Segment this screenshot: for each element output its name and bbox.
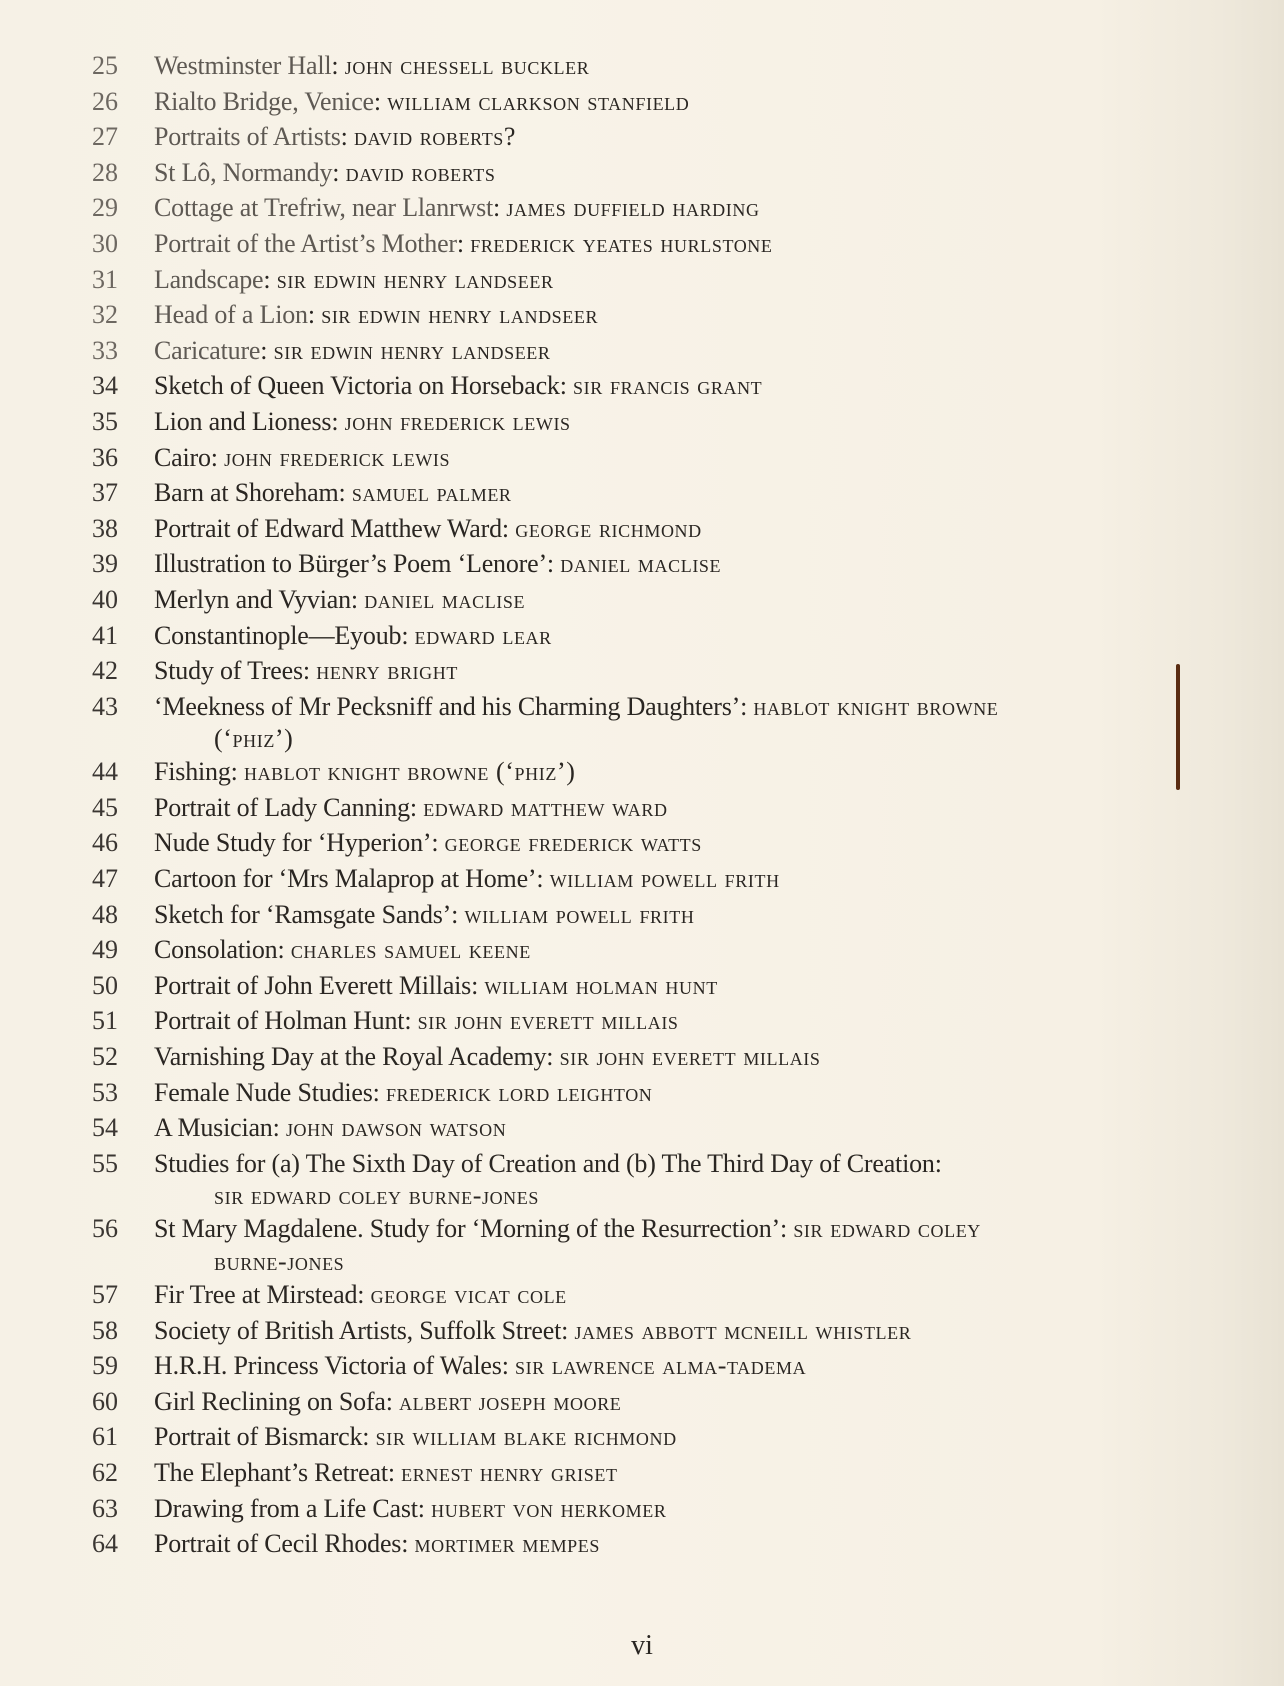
plate-title: Portrait of Edward Matthew Ward bbox=[154, 513, 502, 543]
plate-artist: sir francis grant bbox=[573, 371, 763, 401]
plate-title: Rialto Bridge, Venice bbox=[154, 86, 374, 116]
title-artist-separator: : bbox=[331, 51, 345, 80]
plate-caption bbox=[154, 1419, 1152, 1455]
plate-number: 51 bbox=[92, 1006, 118, 1036]
plate-title: Portrait of Holman Hunt bbox=[154, 1006, 405, 1036]
plate-artist: william powell frith bbox=[549, 864, 780, 894]
plate-title: St Mary Magdalene. Study for ‘Morning of the Resurrection’ bbox=[154, 1214, 780, 1244]
plate-artist-continuation: burne-jones bbox=[214, 1247, 345, 1276]
plate-caption bbox=[154, 48, 1152, 84]
title-artist-separator: : bbox=[401, 620, 415, 650]
plate-entry bbox=[92, 754, 1152, 790]
plate-artist: mortimer mempes bbox=[414, 1529, 600, 1559]
plate-title: Study of Trees bbox=[154, 656, 303, 686]
plate-title: Portrait of Bismarck bbox=[154, 1422, 363, 1452]
plate-number: 57 bbox=[92, 1280, 118, 1309]
plate-caption bbox=[154, 618, 1152, 654]
plate-caption bbox=[154, 546, 1152, 582]
plate-number: 34 bbox=[92, 371, 118, 401]
title-artist-separator: : bbox=[263, 264, 277, 294]
plate-number: 53 bbox=[92, 1077, 118, 1107]
plate-title: Caricature bbox=[154, 335, 261, 365]
plate-entry bbox=[92, 475, 1152, 511]
plate-number: 64 bbox=[92, 1529, 118, 1559]
title-artist-separator: : bbox=[230, 757, 244, 787]
plate-title: Portrait of Lady Canning bbox=[154, 792, 410, 822]
plate-entry bbox=[92, 119, 1152, 155]
plate-entry bbox=[92, 653, 1152, 689]
title-artist-separator: : bbox=[350, 584, 365, 614]
plate-number: 27 bbox=[92, 122, 118, 152]
plate-caption bbox=[154, 1277, 1152, 1313]
plate-number: 32 bbox=[92, 300, 118, 330]
plate-caption bbox=[154, 1039, 1152, 1075]
title-artist-separator: : bbox=[307, 300, 322, 330]
plate-entry bbox=[92, 297, 1152, 333]
plate-title: Nude Study for ‘Hyperion’ bbox=[154, 828, 432, 858]
title-artist-separator: : bbox=[331, 406, 345, 436]
plate-number: 44 bbox=[92, 757, 118, 787]
plate-title: Constantinople—Eyoub bbox=[154, 620, 402, 650]
plate-title: Cairo bbox=[154, 442, 211, 472]
title-artist-separator: : bbox=[277, 935, 291, 965]
plate-number: 46 bbox=[92, 828, 118, 858]
title-artist-separator: : bbox=[451, 899, 465, 929]
plate-artist: sir edward coley bbox=[793, 1214, 981, 1244]
plate-title: ‘Meekness of Mr Pecksniff and his Charming Daughters’ bbox=[154, 691, 741, 721]
plate-artist: hubert von herkomer bbox=[431, 1493, 667, 1523]
title-artist-separator: : bbox=[357, 1280, 371, 1309]
plate-number: 33 bbox=[92, 335, 118, 365]
plate-caption bbox=[154, 582, 1152, 618]
plate-entry bbox=[92, 1313, 1152, 1349]
plate-caption bbox=[154, 404, 1152, 440]
plate-artist: sir william blake richmond bbox=[375, 1422, 677, 1452]
title-artist-separator: : bbox=[779, 1214, 794, 1244]
plate-number: 39 bbox=[92, 549, 118, 579]
plate-artist: frederick yeates hurlstone bbox=[470, 228, 773, 258]
title-artist-separator: : bbox=[272, 1113, 286, 1143]
plate-caption bbox=[154, 861, 1152, 897]
plate-title: Cartoon for ‘Mrs Malaprop at Home’ bbox=[154, 864, 537, 894]
plate-entry bbox=[92, 1419, 1152, 1455]
plate-artist: hablot knight browne (‘phiz’) bbox=[243, 757, 576, 787]
plate-number: 40 bbox=[92, 584, 118, 614]
plate-title: Portraits of Artists bbox=[154, 122, 341, 152]
plate-number: 29 bbox=[92, 193, 118, 223]
plate-number: 36 bbox=[92, 442, 118, 472]
plate-number: 50 bbox=[92, 970, 118, 1000]
plate-artist: sir john everett millais bbox=[417, 1006, 679, 1036]
plate-artist: albert joseph moore bbox=[399, 1386, 622, 1416]
plate-caption bbox=[154, 1211, 1152, 1277]
plate-caption bbox=[154, 1003, 1152, 1039]
plate-title: Consolation bbox=[154, 935, 278, 965]
plate-entry bbox=[92, 1211, 1152, 1277]
plate-caption bbox=[154, 440, 1152, 476]
plate-entry bbox=[92, 1110, 1152, 1146]
title-artist-separator: : bbox=[934, 1148, 942, 1178]
plate-artist: henry bright bbox=[316, 656, 458, 686]
plate-title: The Elephant’s Retreat bbox=[154, 1457, 388, 1487]
plate-title: Fir Tree at Mirstead bbox=[154, 1280, 358, 1309]
plate-title: Society of British Artists, Suffolk Street bbox=[154, 1315, 562, 1345]
plate-title: Portrait of Cecil Rhodes bbox=[154, 1529, 402, 1559]
plate-caption bbox=[154, 1075, 1152, 1111]
plate-number: 37 bbox=[92, 478, 118, 508]
title-artist-separator: : bbox=[385, 1386, 400, 1416]
plate-artist: sir edwin henry landseer bbox=[321, 300, 599, 330]
plate-entry bbox=[92, 897, 1152, 933]
plate-artist-continuation: sir edward coley burne-jones bbox=[214, 1181, 539, 1211]
plate-artist: john dawson watson bbox=[285, 1113, 507, 1143]
plate-entry bbox=[92, 1277, 1152, 1313]
plate-number: 28 bbox=[92, 157, 118, 187]
plate-number: 47 bbox=[92, 864, 118, 894]
plate-caption bbox=[154, 155, 1152, 191]
plate-title: Female Nude Studies bbox=[154, 1077, 373, 1107]
title-artist-separator: : bbox=[417, 1493, 432, 1523]
plate-entry bbox=[92, 861, 1152, 897]
plate-artist: william powell frith bbox=[464, 899, 695, 929]
plate-artist: edward matthew ward bbox=[423, 792, 668, 822]
plate-number: 42 bbox=[92, 656, 118, 686]
plate-artist: frederick lord leighton bbox=[385, 1077, 653, 1107]
plate-caption bbox=[154, 226, 1152, 262]
plate-entry bbox=[92, 1039, 1152, 1075]
plate-title: H.R.H. Princess Victoria of Wales bbox=[154, 1351, 502, 1381]
plate-caption bbox=[154, 84, 1152, 120]
plate-artist: ernest henry griset bbox=[401, 1457, 618, 1487]
page-number: vi bbox=[631, 1630, 653, 1661]
plate-caption bbox=[154, 968, 1152, 1004]
plate-title: Sketch of Queen Victoria on Horseback bbox=[154, 371, 560, 401]
plate-number: 63 bbox=[92, 1493, 118, 1523]
plate-entry bbox=[92, 1491, 1152, 1527]
plate-artist: george richmond bbox=[515, 513, 702, 543]
title-artist-separator: : bbox=[471, 970, 485, 1000]
plate-entry bbox=[92, 1526, 1152, 1562]
title-artist-separator: : bbox=[302, 656, 317, 686]
plate-caption bbox=[154, 297, 1152, 333]
plate-number: 56 bbox=[92, 1214, 118, 1244]
plate-artist: george frederick watts bbox=[444, 828, 702, 858]
title-artist-separator: : bbox=[740, 691, 754, 721]
plate-number: 25 bbox=[92, 51, 118, 80]
plate-title: St Lô, Normandy bbox=[154, 157, 333, 187]
plate-number: 49 bbox=[92, 935, 118, 965]
plate-entry bbox=[92, 262, 1152, 298]
title-artist-separator: : bbox=[401, 1529, 415, 1559]
plate-entry bbox=[92, 155, 1152, 191]
plate-entry bbox=[92, 333, 1152, 369]
plate-title: Merlyn and Vyvian bbox=[154, 584, 351, 614]
plate-caption bbox=[154, 1348, 1152, 1384]
plate-caption bbox=[154, 1384, 1152, 1420]
plate-artist: sir john everett millais bbox=[559, 1042, 821, 1072]
plate-title: A Musician bbox=[154, 1113, 273, 1143]
plate-caption bbox=[154, 825, 1152, 861]
title-artist-separator: : bbox=[404, 1006, 418, 1036]
plate-number: 52 bbox=[92, 1042, 118, 1072]
plate-entry bbox=[92, 790, 1152, 826]
plate-number: 35 bbox=[92, 406, 118, 436]
plate-title: Varnishing Day at the Royal Academy bbox=[154, 1042, 547, 1072]
plate-artist: james duffield harding bbox=[506, 193, 760, 223]
title-artist-separator: : bbox=[431, 828, 445, 858]
plate-number: 30 bbox=[92, 228, 118, 258]
title-artist-separator: : bbox=[362, 1422, 376, 1452]
plate-caption bbox=[154, 653, 1152, 689]
title-artist-separator: : bbox=[210, 442, 225, 472]
plate-caption bbox=[154, 368, 1152, 404]
title-artist-separator: : bbox=[387, 1457, 402, 1487]
plate-number: 41 bbox=[92, 620, 118, 650]
plate-entry bbox=[92, 546, 1152, 582]
plate-title: Barn at Shoreham bbox=[154, 478, 339, 508]
plate-entry bbox=[92, 1384, 1152, 1420]
plate-caption bbox=[154, 1146, 1152, 1212]
plate-artist: john frederick lewis bbox=[344, 406, 571, 436]
plate-caption bbox=[154, 333, 1152, 369]
plate-title: Cottage at Trefriw, near Llanrwst bbox=[154, 193, 494, 223]
plate-title: Sketch for ‘Ramsgate Sands’ bbox=[154, 899, 452, 929]
plate-title: Lion and Lioness bbox=[154, 406, 332, 436]
plate-entry bbox=[92, 1348, 1152, 1384]
title-artist-separator: : bbox=[493, 193, 507, 223]
plate-caption bbox=[154, 790, 1152, 826]
plate-caption bbox=[154, 1313, 1152, 1349]
plate-artist: john chessell buckler bbox=[344, 51, 590, 80]
plate-entry bbox=[92, 968, 1152, 1004]
plate-artist: william clarkson stanfield bbox=[387, 86, 690, 116]
title-artist-separator: : bbox=[561, 1315, 575, 1345]
plate-artist: samuel palmer bbox=[351, 478, 512, 508]
title-artist-separator: : bbox=[501, 513, 516, 543]
title-artist-separator: : bbox=[536, 864, 550, 894]
plate-caption bbox=[154, 262, 1152, 298]
plate-number: 38 bbox=[92, 513, 118, 543]
plate-artist: david roberts bbox=[345, 157, 496, 187]
title-artist-separator: : bbox=[338, 478, 352, 508]
plate-number: 26 bbox=[92, 86, 118, 116]
plate-title: Studies for (a) The Sixth Day of Creation and (b) The Third Day of Creation bbox=[154, 1148, 935, 1178]
title-artist-separator: : bbox=[546, 549, 561, 579]
plate-caption bbox=[154, 1491, 1152, 1527]
plate-artist: hablot knight browne bbox=[753, 691, 999, 721]
plate-number: 55 bbox=[92, 1148, 118, 1178]
plate-caption bbox=[154, 511, 1152, 547]
title-artist-separator: : bbox=[501, 1351, 516, 1381]
plate-caption bbox=[154, 190, 1152, 226]
plate-number: 54 bbox=[92, 1113, 118, 1143]
plate-entry bbox=[92, 1003, 1152, 1039]
title-artist-separator: : bbox=[546, 1042, 560, 1072]
title-artist-separator: : bbox=[332, 157, 346, 187]
plate-caption bbox=[154, 1455, 1152, 1491]
plate-caption bbox=[154, 897, 1152, 933]
plate-artist: sir edwin henry landseer bbox=[273, 335, 551, 365]
list-of-plates bbox=[92, 48, 1152, 1562]
plate-entry bbox=[92, 440, 1152, 476]
title-artist-separator: : bbox=[260, 335, 274, 365]
plate-title: Head of a Lion bbox=[154, 300, 308, 330]
plate-caption bbox=[154, 1526, 1152, 1562]
title-artist-separator: : bbox=[340, 122, 354, 152]
title-artist-separator: : bbox=[409, 792, 424, 822]
plate-number: 61 bbox=[92, 1422, 118, 1452]
plate-artist: charles samuel keene bbox=[290, 935, 531, 965]
plate-artist: john frederick lewis bbox=[224, 442, 451, 472]
plate-artist: david roberts? bbox=[354, 122, 517, 152]
plate-title: Fishing bbox=[154, 757, 231, 787]
plate-number: 43 bbox=[92, 691, 118, 721]
plate-number: 62 bbox=[92, 1457, 118, 1487]
plate-caption bbox=[154, 475, 1152, 511]
plate-artist: edward lear bbox=[414, 620, 552, 650]
plate-caption bbox=[154, 754, 1152, 790]
plate-entry bbox=[92, 1075, 1152, 1111]
plate-entry bbox=[92, 226, 1152, 262]
plate-title: Illustration to Bürger’s Poem ‘Lenore’ bbox=[154, 549, 547, 579]
title-artist-separator: : bbox=[456, 228, 471, 258]
plate-entry bbox=[92, 582, 1152, 618]
plate-title: Portrait of John Everett Millais bbox=[154, 970, 472, 1000]
plate-artist: daniel maclise bbox=[560, 549, 722, 579]
plate-entry bbox=[92, 190, 1152, 226]
plate-artist: sir edwin henry landseer bbox=[276, 264, 554, 294]
plate-entry bbox=[92, 932, 1152, 968]
plate-artist: sir lawrence alma-tadema bbox=[515, 1351, 807, 1381]
title-artist-separator: : bbox=[559, 371, 574, 401]
plate-number: 58 bbox=[92, 1315, 118, 1345]
plate-number: 60 bbox=[92, 1386, 118, 1416]
plate-caption bbox=[154, 1110, 1152, 1146]
plate-entry bbox=[92, 48, 1152, 84]
plate-title: Drawing from a Life Cast bbox=[154, 1493, 418, 1523]
plate-title: Portrait of the Artist’s Mother bbox=[154, 228, 457, 258]
plate-entry bbox=[92, 1455, 1152, 1491]
plate-title: Girl Reclining on Sofa bbox=[154, 1386, 386, 1416]
plate-number: 59 bbox=[92, 1351, 118, 1381]
title-artist-separator: : bbox=[372, 1077, 386, 1107]
margin-pencil-mark bbox=[1176, 664, 1180, 790]
plate-title: Westminster Hall bbox=[154, 51, 332, 80]
title-artist-separator: : bbox=[373, 86, 388, 116]
plate-entry bbox=[92, 689, 1152, 755]
plate-entry bbox=[92, 511, 1152, 547]
plate-entry bbox=[92, 84, 1152, 120]
plate-entry bbox=[92, 825, 1152, 861]
plate-caption bbox=[154, 119, 1152, 155]
plate-entry bbox=[92, 368, 1152, 404]
plate-number: 31 bbox=[92, 264, 118, 294]
plate-entry bbox=[92, 618, 1152, 654]
plate-caption bbox=[154, 689, 1152, 755]
plate-artist: james abbott mcneill whistler bbox=[574, 1315, 912, 1345]
plate-title: Landscape bbox=[154, 264, 264, 294]
plate-artist-continuation: (‘phiz’) bbox=[214, 724, 294, 754]
plate-artist: daniel maclise bbox=[364, 584, 526, 614]
plate-number: 45 bbox=[92, 792, 118, 822]
plate-number: 48 bbox=[92, 899, 118, 929]
plate-artist: george vicat cole bbox=[370, 1280, 567, 1309]
plate-caption bbox=[154, 932, 1152, 968]
plate-entry bbox=[92, 404, 1152, 440]
plate-entry bbox=[92, 1146, 1152, 1212]
plate-artist: william holman hunt bbox=[484, 970, 718, 1000]
